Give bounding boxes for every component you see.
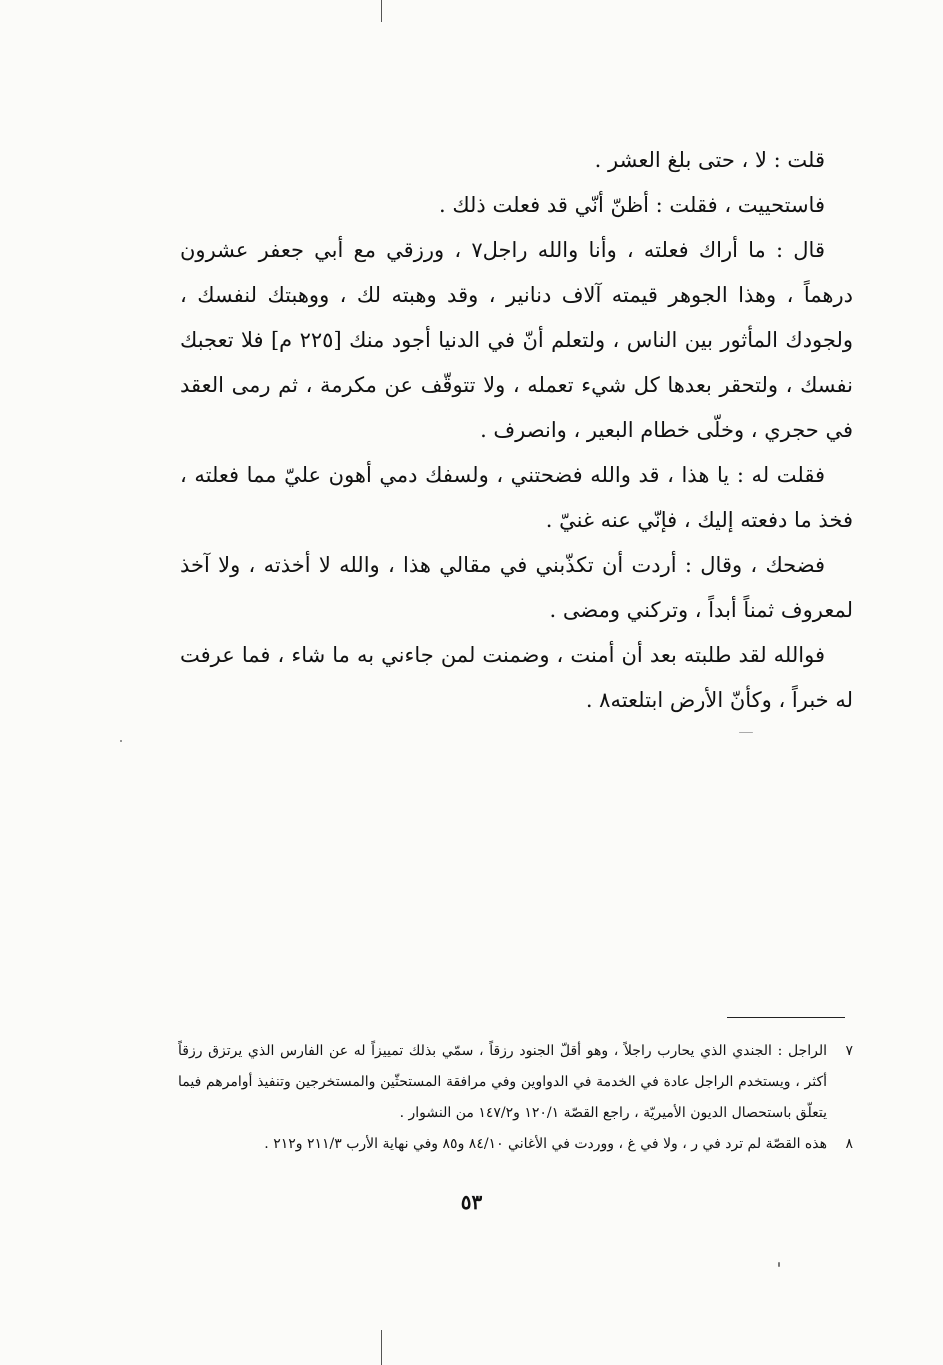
paragraph-1: قلت : لا ، حتى بلغ العشر . — [594, 148, 825, 172]
page-number: ٥٣ — [460, 1190, 483, 1214]
scan-speck — [739, 732, 753, 733]
footnote-number: ٧ — [845, 1043, 853, 1059]
footnote-7 — [178, 1036, 853, 1129]
paragraph-3: قال : ما أراك فعلته ، وأنا والله راجل٧ ، ورزقي مع أبي جعفر عشرون درهماً ، وهذا الجوهر قيمته آلاف دنانير ، وقد وهبته لك ، ووهبتك لنفسك ، ولجودك المأثور بين الناس ، ولتعلم أنّ في الدنيا أجود منك [٢٢٥ م] فلا تعجبك نفسك ، ولتحقر بعدها كل شيء تعمله ، ولا تتوقّف عن مكرمة ، ثم رمى العقد في حجري ، وخلّى خطام البعير ، وانصرف . — [180, 238, 854, 442]
footnotes — [178, 1036, 853, 1160]
binding-rule-top — [381, 0, 382, 22]
paragraph-6: فوالله لقد طلبته بعد أن أمنت ، وضمنت لمن جاءني به ما شاء ، فما عرفت له خبراً ، وكأنّ الأرض ابتلعته٨ . — [180, 643, 853, 712]
paragraph-4: فقلت له : يا هذا ، قد والله فضحتني ، ولسفك دمي أهون عليّ مما فعلته ، فخذ ما دفعته إليك ، فإنّي عنه غنيّ . — [180, 463, 853, 532]
paragraph-2: فاستحييت ، فقلت : أظنّ أنّي قد فعلت ذلك . — [438, 193, 825, 217]
main-text — [180, 138, 853, 723]
paragraph-5: فضحك ، وقال : أردت أن تكذّبني في مقالي هذا ، والله لا أخذته ، ولا آخذ لمعروف ثمناً أبداً ، وتركني ومضى . — [180, 553, 853, 622]
footnote-text: هذه القصّة لم ترد في ر ، ولا في غ ، ووردت في الأغاني ٨٤/١٠ و٨٥ وفي نهاية الأرب ٢١١/٣ و٢١٢ . — [264, 1136, 827, 1152]
footnote-separator — [727, 1017, 845, 1018]
footnote-text: الراجل : الجندي الذي يحارب راجلاً ، وهو أقلّ الجنود رزقاً ، سمّي بذلك تمييزاً له عن الفارس الذي يرتزق رزقاً أكثر ، ويستخدم الراجل عادة في الخدمة في الدواوين وفي مرافقة المستحثّين والمستخرجين وتنفيذ أوامرهم فيما يتعلّق باستحصال الديون الأميريّة ، راجع القصّة ١٢٠/١ و١٤٧/٢ من النشوار . — [178, 1043, 827, 1121]
footnote-number: ٨ — [845, 1136, 853, 1152]
binding-rule-bottom — [381, 1330, 382, 1365]
scan-speck — [778, 1262, 780, 1267]
footnote-8 — [178, 1129, 853, 1160]
scan-speck — [120, 740, 122, 742]
